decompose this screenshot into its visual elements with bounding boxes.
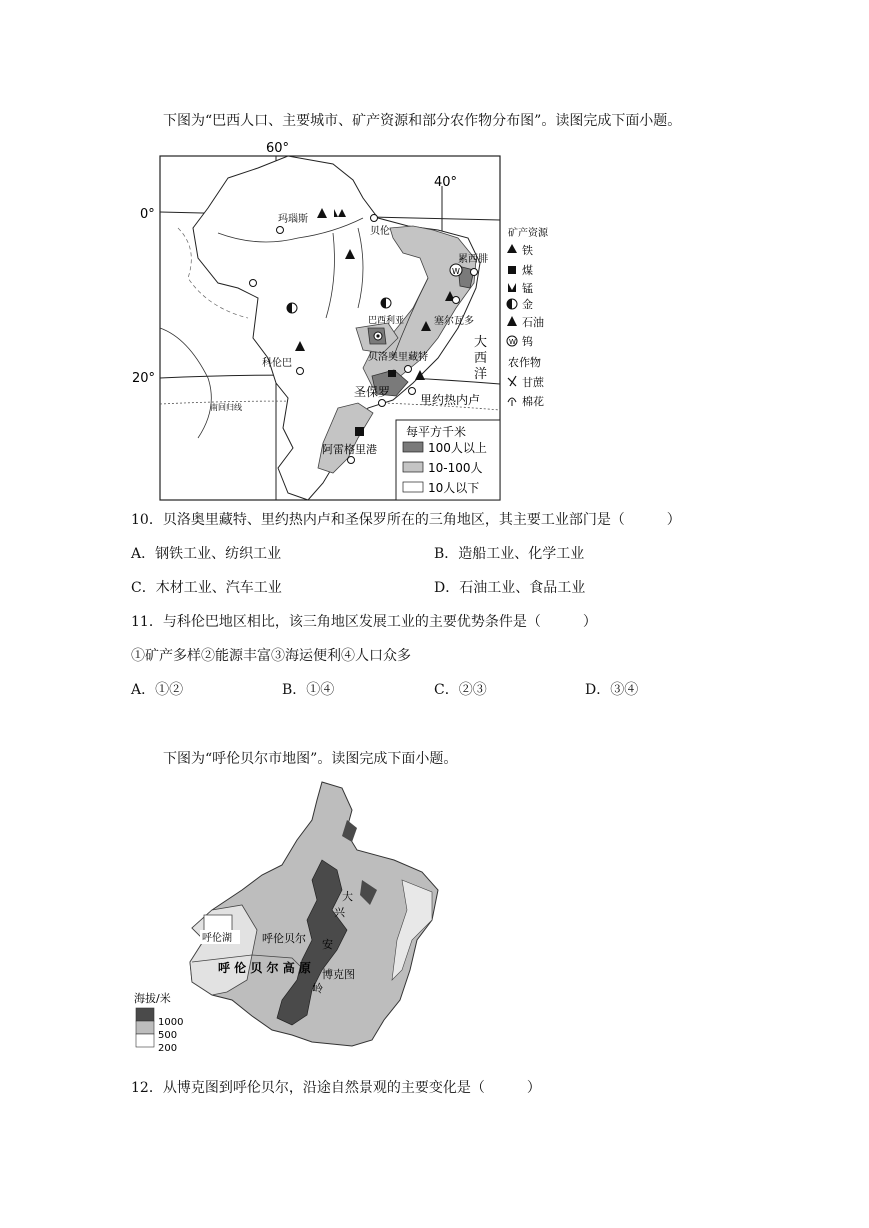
q10-option-d: D．石油工业、食品工业 [434,580,586,596]
q11-items: ①矿产多样②能源丰富③海运便利④人口众多 [131,648,411,664]
lon-40-label: 40° [434,175,458,190]
lon-60-label: 60° [266,141,290,156]
svg-text:W: W [509,338,516,346]
city-portoalegre: 阿雷格里港 [322,443,377,456]
plateau-label: 呼 伦 贝 尔 高 原 [218,961,311,975]
q12-stem: 12．从博克图到呼伦贝尔，沿途自然景观的主要变化是（ ） [131,1080,541,1096]
elevation-legend-title: 海拔/米 [134,992,171,1005]
lake-label: 呼伦湖 [202,933,232,944]
legend-gold: 金 [522,298,533,311]
city-cuiaba: 科伦巴 [262,358,292,369]
mineral-title: 矿产资源 [508,228,548,239]
legend-coal: 煤 [522,264,533,277]
city-manaus: 玛瑙斯 [278,214,308,225]
section2-intro: 下图为“呼伦贝尔市地图”。读图完成下面小题。 [163,751,458,767]
range-label-3: 安 [322,938,333,951]
density-title: 每平方千米 [406,425,467,439]
q11-option-b: B．①④ [282,682,335,698]
q11-stem: 11．与科伦巴地区相比，该三角地区发展工业的主要优势条件是（ ） [131,614,597,630]
bokt-label: 博克图 [322,968,355,981]
city-sp: 圣保罗 [354,385,391,399]
city-belem: 贝伦 [370,226,390,237]
ocean-label-2: 西 [474,351,488,366]
q11-option-a: A．①② [131,682,184,698]
range-label-1: 大 [342,890,353,903]
elevation-500: 500 [158,1030,178,1041]
elevation-200: 200 [158,1043,178,1054]
q10-option-b: B．造船工业、化学工业 [434,546,585,562]
range-label-2: 兴 [334,906,345,919]
city-rio: 里约热内卢 [420,393,481,407]
lat-20-label: 20° [132,371,156,386]
section1-intro: 下图为“巴西人口、主要城市、矿产资源和部分农作物分布图”。读图完成下面小题。 [163,113,682,129]
legend-iron: 铁 [522,244,533,257]
city-recife: 累西腓 [458,254,488,265]
city-salvador: 塞尔瓦多 [434,316,474,327]
hulunbuir-map [132,780,452,1064]
elevation-1000: 1000 [158,1017,184,1028]
crop-title: 农作物 [508,356,541,369]
ocean-label-1: 大 [474,335,488,350]
ocean-label-3: 洋 [474,367,488,382]
legend-cotton: 棉花 [522,395,544,408]
legend-oil: 石油 [522,316,544,329]
density-high: 100人以上 [428,441,487,455]
q11-option-d: D．③④ [585,682,639,698]
legend-sugarcane: 甘蔗 [522,376,544,389]
density-low: 10人以下 [428,481,480,495]
legend-tungsten: 钨 [522,335,533,348]
city-brasilia: 巴西利亚 [368,316,405,326]
lat-0-label: 0° [140,207,155,222]
legend-manganese: 锰 [522,282,533,295]
tropic-label: 南回归线 [210,403,242,412]
range-label-4: 岭 [312,982,323,995]
city-bh: 贝洛奥里藏特 [368,352,428,363]
q10-stem: 10．贝洛奥里藏特、里约热内卢和圣保罗所在的三角地区，其主要工业部门是（ ） [131,512,681,528]
density-mid: 10-100人 [428,461,483,475]
brazil-map [132,138,558,510]
q11-option-c: C．②③ [434,682,487,698]
city-hulunbuir-label: 呼伦贝尔 [262,932,306,945]
svg-text:W: W [452,267,460,276]
q10-option-c: C．木材工业、汽车工业 [131,580,282,596]
q10-option-a: A．钢铁工业、纺织工业 [131,546,282,562]
